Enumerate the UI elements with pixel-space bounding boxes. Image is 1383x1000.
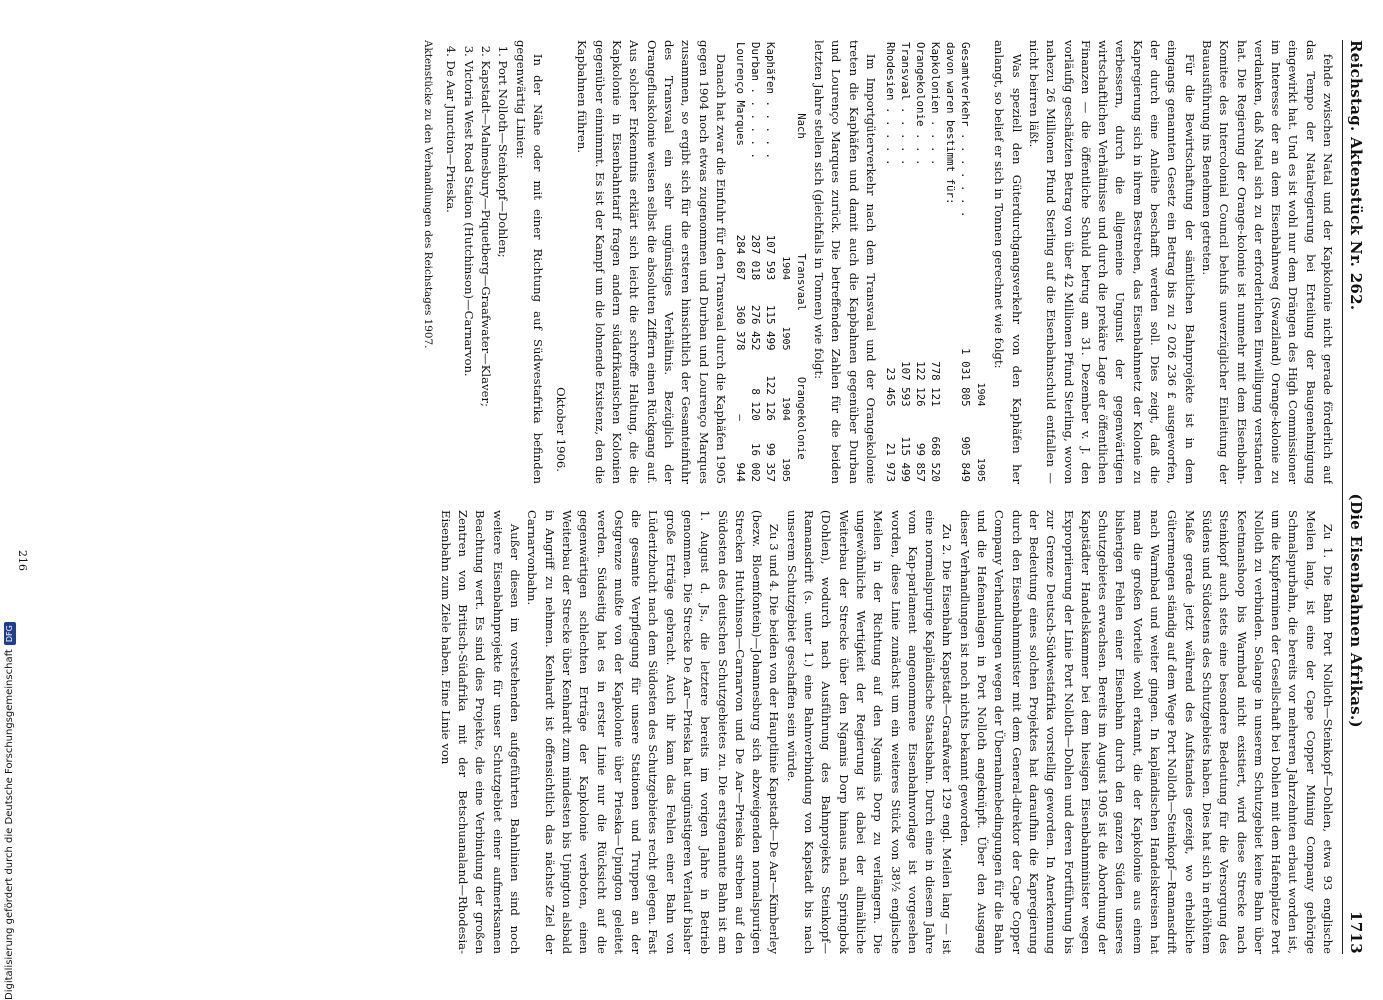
left-column [66, 40, 1336, 484]
paragraph: Zu 1. Die Bahn Port Nolloth—Steinkopf—Dohlen, etwa 93 englische Meilen lang, ist eine der Cape Copper Mining Company gehörige Schmalspurbahn, die bereits vor mehreren Jahrzehnten erbaut worden ist, um die Kupferminen der Gesellschaft bei Dohlen mit dem Hafenplatze Port Nolloth zu verbinden. Solange in unserem Schutzgebiet keine Bahn über Keetmanshoop bis Warmbad nicht existiert, wird diese Strecke nach Steinkopf auch stets eine besondere Bedeutung für die Versorgung des Südens und Südostens des Schutzgebiets haben. Dies hat sich in erhöhtem Maße gerade jetzt während des Aufstandes gezeigt, wo erhebliche Gütermengen ständig auf dem Wege Port Nolloth—Steinkopf—Ramansdrift nach Warmbad und weiter gingen. In kapländischen Handelskreisen hat man die großen Vorteile wohl erkannt, die der Kapkolonie aus einem bisherigen Fehlen einer Eisenbahn durch den ganzen Süden unseres Schutzgebietes erwachsen. Bereits im August 1905 ist die Abordnung der Kapstädter Handelskammer bei dem hiesigen Eisenbahnminister wegen Expropriierung der Linie Port Nolloth—Dohlen und deren Fortführung bis zur Grenze Deutsch-Südwestafrika vorstellig geworden. In Anerkennung der Bedeutung eines solchen Projektes hat daraufhin die Kapregierung durch den Eisenbahnminister mit dem General-direktor der Cape Copper Company Verhandlungen wegen der Übernahmebedingungen für die Bahn und die Hafenanlagen in Port Nolloth angeknüpft. Über den Ausgang dieser Verhandlungen ist noch nichts bekannt geworden. [957, 510, 1335, 954]
list-item: 3. Victoria West Road Station (Hutchinson)—Carnarvon. [461, 45, 476, 377]
cell: 99 357 [763, 442, 777, 482]
table-row [913, 40, 928, 484]
group-heading: Nach [794, 113, 807, 139]
page-number: 1713 [1347, 911, 1365, 954]
page-footer: Aktenstücke zu den Verhandlungen des Reichstages 1907. [422, 40, 435, 349]
digitization-credit [2, 580, 18, 1000]
cell: 1 031 805 [959, 348, 973, 407]
cell: 276 452 [748, 305, 762, 351]
paragraph: Für die Bewirtschaftung der sämtlichen Bahnprojekte ist in dem eingangs genannten Gesetz ein Betrag bis zu 2 026 236 £ ausgeworfen, der durch eine Anleihe beschafft werden soll. Dies zeigt, daß die Kapregierung sich in ihrem Bestreben, das Eisenbahnnetz der Kolonie zu verbessern, durch die allgemeine Ungunst der gegenwärtigen wirtschaftlichen Verhältnisse und durch die prekäre Lage der öffentlichen Finanzen — die öffentliche Schuld betrug am 31. Dezember v. J. den vorläufig geschätzten Betrag von über 42 Millionen Pfund Sterling, wovon nahezu 26 Millionen Pfund Sterling auf die Eisenbahnschuld entfallen — nicht beirren läßt. [1026, 40, 1197, 484]
cell: 778 121 [929, 361, 943, 407]
paragraph: Außer diesen im vorstehenden aufgeführten Bahnlinien sind noch weitere Eisenbahnprojekte für unser Schutzgebiet einer aufmerksamen Beachtung wert. Es sind dies Projekte, die eine Verbindung der großen Zentren von Britisch-Südafrika mit der Betschuanaland—Rhodesia-Eisenbahn zum Ziele haben. Eine Linie von [438, 510, 523, 954]
traffic-table [883, 40, 988, 484]
cell: 122 126 [914, 361, 928, 407]
table-year: 1904 [779, 256, 791, 281]
cell: 16 002 [748, 442, 762, 482]
cell: 905 849 [959, 436, 973, 482]
table-row [898, 40, 913, 484]
port-table [733, 40, 808, 484]
table-year: 1904 [779, 396, 791, 421]
table-intro: davon waren bestimmt für: [944, 42, 958, 205]
row-label: Lourenço Marques [733, 42, 747, 147]
cell: 122 126 [763, 375, 777, 421]
paragraph: Im Importgüterverkehr nach dem Transvaal und der Orangekolonie treten die Kaphäfen und damit auch die Kapbahnen gegenüber Durban und Lourenço Marques zurück. Die betreffenden Zahlen für die beiden letzten Jahre stellen sich (gleichfalls in Tonnen) wie folgt: [812, 40, 879, 484]
table-year: 1905 [975, 457, 987, 482]
table-row [763, 40, 778, 484]
cell: 107 593 [899, 361, 913, 407]
cell: 23 465 [884, 367, 898, 407]
paragraph: Zu 3 und 4. Die beiden von der Hauptlinie Kapstadt—De Aar—Kimberley (bezw. Bloemfontein)—Johannesburg sich abzweigenden normalspurigen Strecken Hutchinson—Carnarvon und De Aar—Prieska streben auf den Südosten des deutschen Schutzgebietes zu. Die erstgenannte Bahn ist am 1. August d. Js., die letztere bereits im vorigen Jahre in Betrieb genommen. Die Strecke De Aar—Prieska hat ungünstigeren Verlauf bisher große Erträge gebracht. Auch ihr kam das Fehlen einer Bahn von Lüderitzbucht nach dem Südosten des Schutzgebietes recht gelegen. Fast die gesamte Verpflegung für unsere Stationen und Truppen an der Ostgrenze mußte von der Kapkolonie über Prieska—Upington geleitet werden. Südseitig hat es in erster Linie nur die Rücksicht auf die gegenwärtigen schlechten Erträge der Kapkolonie verboten, einen Weiterbau der Strecke über Kenhardt zum mindesten bis Upington alsbald in Angriff zu nehmen. Kenhardt ist offensichtlich das nächste Ziel der Carnarvonbahn. [525, 510, 782, 954]
header-left: Reichstag. Aktenstück Nr. 262. [1347, 40, 1365, 311]
cell: 115 499 [899, 436, 913, 482]
table-year: 1904 [975, 382, 987, 407]
cell: 284 687 [733, 234, 747, 281]
row-label: Transvaal . . . . . [899, 42, 913, 166]
table-row [733, 40, 748, 484]
list-item: 2. Kapstadt—Malmesbury—Piquetberg—Graafwater—Klaver; [479, 45, 494, 407]
table-row [883, 40, 898, 484]
paragraph: Danach hat zwar die Einfuhr für den Transvaal durch die Kaphäfen 1905 gegen 1904 noch etwas zugenommen und Durban und Lourenço Marques zusammen, so ergibt sich für die ersteren hinsichtlich der Gesamteinfuhr des Transvaal ein sehr ungünstiges Verhältnis. Bezüglich der Orangefluskolonie weisen selbst die absoluten Ziffern einen Rückgang auf. Aus solcher Erkenntnis erklärt sich leicht die schroffe Haltung, die die Kapkolonie in Eisenbahntarif fragen andern südafrikanischen Kolonien gegenüber einnimmt. Es ist der Kampf um die lohnende Existenz, den die Kapbahnen führen. [575, 40, 728, 484]
text-columns [66, 40, 1336, 954]
signature-date: Oktober 1906. [554, 387, 569, 472]
group-heading: Orangekolonie [794, 376, 807, 460]
paragraph: In der Nähe oder mit einer Richtung auf Südwestafrika befinden gegenwärtig Linien: [513, 40, 545, 484]
list-item: 4. De Aar Junction—Prieska. [444, 45, 459, 213]
cell: 287 018 [748, 234, 762, 281]
row-label: Kapkolonien . . . . [929, 42, 943, 166]
railway-list [442, 40, 511, 484]
row-label: Gesamtverkehr . . . . . . . [959, 42, 973, 218]
cell: 8 120 [748, 388, 762, 421]
list-item: 1. Port Nolloth—Steinkopf—Dohlen; [496, 45, 511, 258]
paragraph: fehde zwischen Natal und der Kapkolonie nicht gerade förderlich auf das Tempo der Natalregierung bei Erteilung der Baugenehmigung eingewirkt hat. Und es ist wohl nur dem Drängen des High Commissioner im Interesse der an dem Eisenbahnweg (Swaziland) Orange-kolonie zu verdanken, daß Natal sich zu der erforderlichen Einwilligung verstanden hat. Die Regierung der Orange-kolonie ist nunmehr mit dem Eisenbahn-Komitee des Intercolonial Council behufs unverzüglicher Einleitung der Bauausführung ins Benehmen getreten. [1199, 40, 1335, 484]
row-label: Orangekolonie . . . [914, 42, 928, 166]
cell: 360 378 [733, 305, 747, 351]
paragraph: Zu 2. Die Eisenbahn Kapstadt—Graafwater 129 engl. Meilen lang — ist eine normalspurige Kapländische Staatsbahn. Durch eine in diesem Jahre vom Kap-parlament angenommene Eisenbahnvorlage ist vorgesehen worden, diese Linie zunächst um ein weiteres Stück von 38½ englische Meilen in der Richtung auf den Ngamis Dorp zu verlängern. Die ungewöhnliche Wertigkeit der Regierung ist dabei der allmähliche Weiterbau der Strecke über den Ngamis Dorp hinaus nach Springbok (Dohlen), wodurch nach Ausführung des Bahnprojekts Steinkopf—Ramansdrift (s. unter 1.) eine Bahnverbindung von Kapstadt bis nach unserem Schutzgebiet geschaffen sein würde. [784, 510, 955, 954]
folio-number: 216 [16, 550, 29, 571]
credit-text: Digitalisierung gefördert durch die Deutsche Forschungsgemeinschaft [4, 649, 15, 1000]
table-year: 1905 [779, 457, 791, 482]
cell: — [733, 414, 747, 421]
table-row [958, 40, 973, 484]
paragraph: Was speziell den Güterdurchgangsverkehr von den Kaphäfen her anlangt, so belief er sich in Tonnen gerechnet wie folgt: [992, 40, 1024, 484]
row-label: Durban . . . . . . [748, 42, 762, 160]
group-heading: Transvaal [794, 253, 807, 311]
row-label: Rhodesien . . . . . [884, 42, 898, 166]
cell: 115 499 [763, 305, 777, 351]
table-row [928, 40, 943, 484]
cell: 107 593 [763, 234, 777, 281]
table-row [748, 40, 763, 484]
page-header [1342, 40, 1365, 954]
cell: 668 520 [929, 436, 943, 482]
cell: 99 857 [914, 442, 928, 482]
dfg-logo: DFG [4, 622, 16, 645]
row-label: Kaphäfen . . . . . [763, 42, 777, 160]
table-year: 1905 [779, 326, 791, 351]
cell: 944 [733, 462, 747, 482]
right-column [66, 510, 1336, 954]
cell: 21 973 [884, 442, 898, 482]
header-title: (Die Eisenbahnen Afrikas.) [1347, 493, 1365, 728]
